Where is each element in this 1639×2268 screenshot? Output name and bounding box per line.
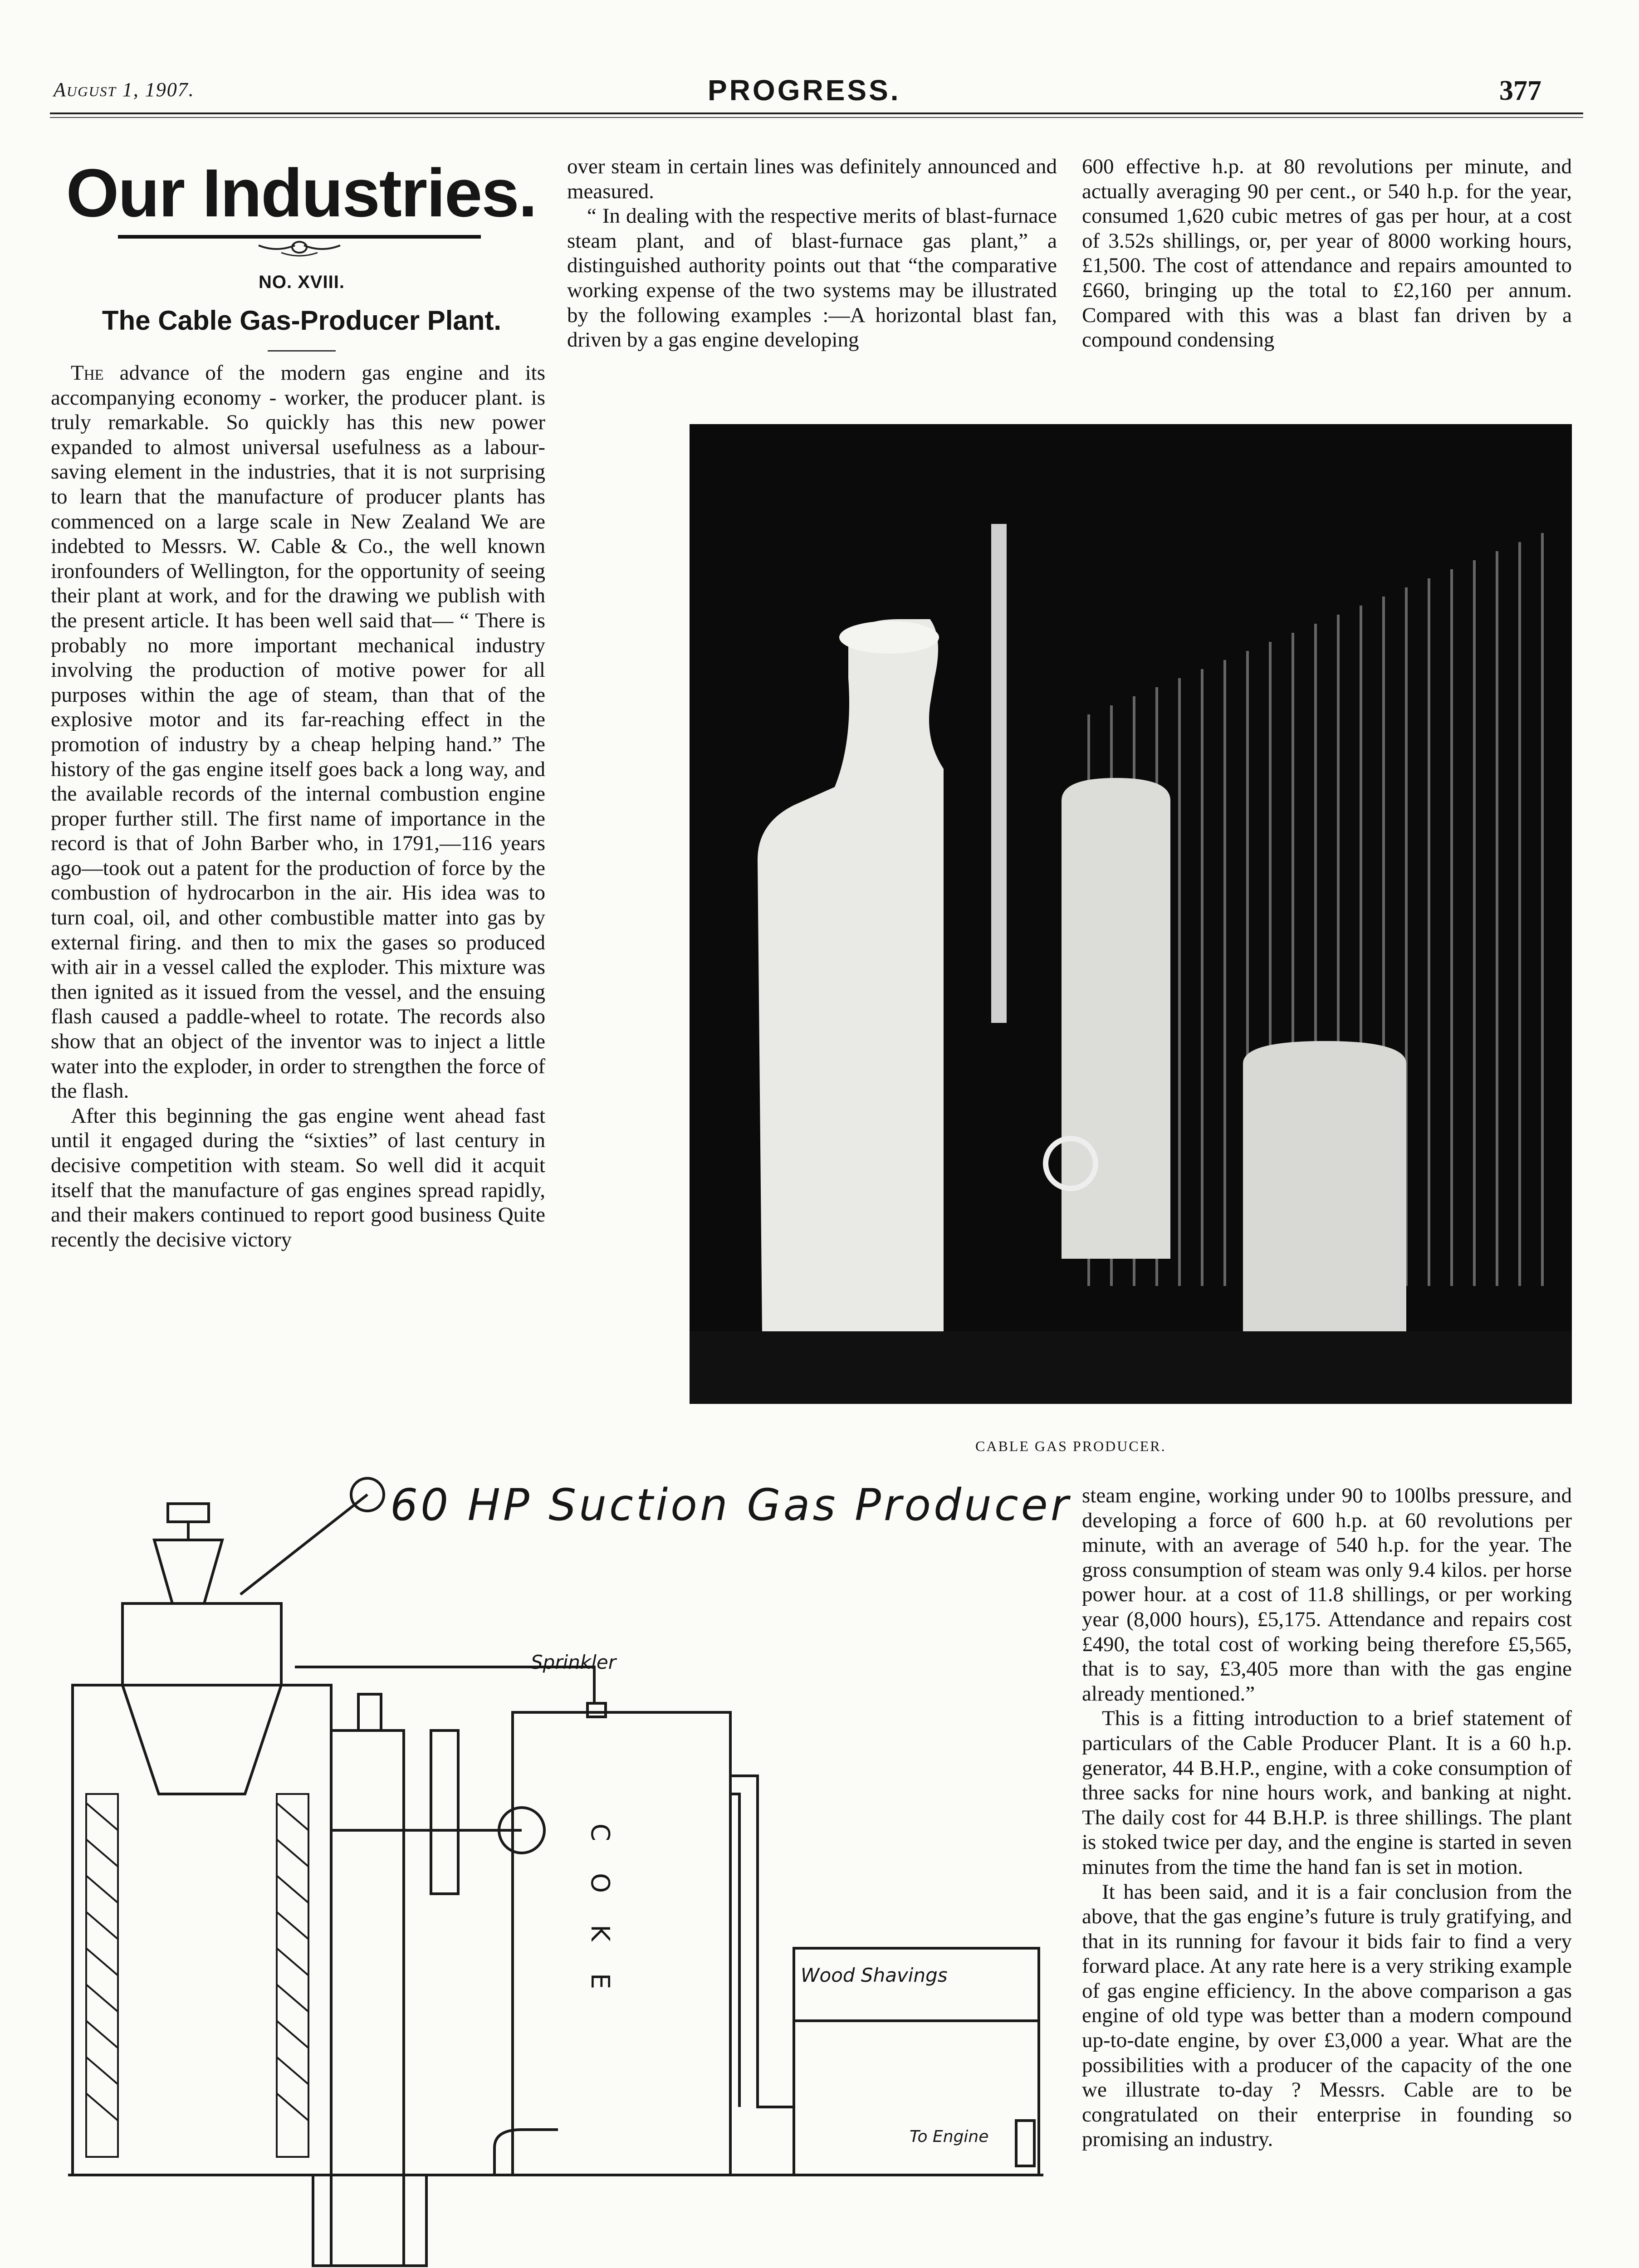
column-2 xyxy=(567,154,1057,352)
col2-paragraph-2: “ In dealing with the respective merits of blast-furnace steam plant, and of blast-furnace gas plant,” a distinguished authority points out that “the comparative working expense of the two systems may be illustrated by the following examples :—A horizontal blast fan, driven by a gas engine developing xyxy=(567,204,1057,352)
lead-word: The xyxy=(71,361,104,385)
photograph xyxy=(690,424,1572,1404)
header-rule xyxy=(50,112,1583,114)
page-number: 377 xyxy=(1499,75,1541,106)
col4-paragraph-1: steam engine, working under 90 to 100lbs pressure, and developing a force of 600 h.p. at 60 revolutions per minute, with an average of 540 h.p. for the year. The gross consumption of steam was only 9.4 kilos. per horse power hour. at a cost of 11.8 shillings, or per working year (8,000 hours), £5,175. Attendance and repairs cost £490, the total cost of working being therefore £5,565, that is to say, £3,405 more than with the gas engine already mentioned.” xyxy=(1082,1484,1572,1706)
article-number: NO. XVIII. xyxy=(258,272,345,292)
article-subtitle: The Cable Gas-Producer Plant. xyxy=(102,305,502,336)
col4-paragraph-3: It has been said, and it is a fair conclusion from the above, that the gas engine’s future is truly gratifying, and that in its running for favour it bids fair to find a very forward place. At any rate here is a very striking example of gas engine efficiency. In the above comparison a gas engine of old type was better than a modern compound up-to-date engine, by over £3,000 a year. What are the possibilities with a producer of the capacity of the one we illustrate to-day ? Messrs. Cable are to be congratulated on their enterprise in founding so promising an industry. xyxy=(1082,1880,1572,2151)
short-rule xyxy=(268,350,336,352)
photo-caption: CABLE GAS PRODUCER. xyxy=(975,1438,1166,1454)
drawing-title: 60 HP Suction Gas Producer xyxy=(390,1480,1071,1530)
header-date: August 1, 1907. xyxy=(54,78,195,101)
ornament-icon xyxy=(254,239,345,259)
column-3 xyxy=(1082,154,1572,352)
col2-paragraph-1: over steam in certain lines was definitely announced and measured. xyxy=(567,155,1057,203)
header-rule-thin xyxy=(50,117,1583,118)
column-1 xyxy=(51,361,545,1252)
label-sprinkler: Sprinkler xyxy=(531,1651,616,1673)
label-to-engine: To Engine xyxy=(910,2127,989,2146)
photo-illustration xyxy=(690,424,1572,1404)
label-coke: COKE xyxy=(585,1823,615,2021)
col1-paragraph-1-text: advance of the modern gas engine and its accompanying economy - worker, the producer plant. is truly remarkable. So quickly has this new power expanded to almost universal usefulness as a labour-saving element in the industries, that it is not surprising to learn that the manufacture of producer plants has commenced on a large scale in New Zealand We are indebted to Messrs. W. Cable & Co., the well known ironfounders of Wellington, for the opportunity of seeing their plant at work, and for the drawing we publish with the present article. It has been well said that— “ There is probably no more important mechanical industry involving the production of motive power for all purposes within the age of steam, than that of the explosive motor and its far-reaching effect in the promotion of industry by a cheap helping hand.” The history of the gas engine itself goes back a long way, and the available records of the internal combustion engine proper further still. The first name of importance in the record is that of John Barber who, in 1791,—116 years ago—took out a patent for the production of force by the combustion of hydrocarbon in the air. His idea was to turn coal, oil, and other combustible matter into gas by external firing. and then to mix the gases so produced with air in a vessel called the exploder. This mixture was then ignited as it issued from the vessel, and the ensuing flash caused a paddle-wheel to rotate. The records also show that an object of the inventor was to inject a little water into the exploder, in order to strengthen the force of the flash. xyxy=(51,361,545,1103)
col4-paragraph-2: This is a fitting introduction to a brief statement of particulars of the Cable Producer Plant. It is a 60 h.p. generator, 44 B.H.P., engine, with a coke consumption of three sacks for nine hours work, and banking at night. The daily cost for 44 B.H.P. is three shillings. The plant is stoked twice per day, and the engine is started in seven minutes from the time the hand fan is set in motion. xyxy=(1082,1706,1572,1879)
title-rule xyxy=(118,235,481,239)
sectional-drawing xyxy=(41,1476,1050,2268)
col1-paragraph-2: After this beginning the gas engine went ahead fast until it engaged during the “sixties” of last century in decisive competition with steam. So well did it acquit itself that the manufacture of gas engines spread rapidly, and their makers continued to report good business Quite recently the decisive victory xyxy=(51,1104,545,1251)
column-4 xyxy=(1082,1483,1572,2152)
journal-title: PROGRESS. xyxy=(708,74,901,107)
col3-paragraph-1: 600 effective h.p. at 80 revolutions per minute, and actually averaging 90 per cent., or 540 h.p. for the year, consumed 1,620 cubic metres of gas per hour, at a cost of 3.52s shillings, or, per year of 8000 working hours, £1,500. The cost of attendance and repairs amounted to £660, bringing up the total to £2,160 per annum. Compared with this was a blast fan driven by a compound condensing xyxy=(1082,155,1572,352)
label-wood-shavings: Wood Shavings xyxy=(801,1964,948,1986)
section-title: Our Industries. xyxy=(66,155,537,231)
col1-paragraph-1 xyxy=(51,361,545,1104)
